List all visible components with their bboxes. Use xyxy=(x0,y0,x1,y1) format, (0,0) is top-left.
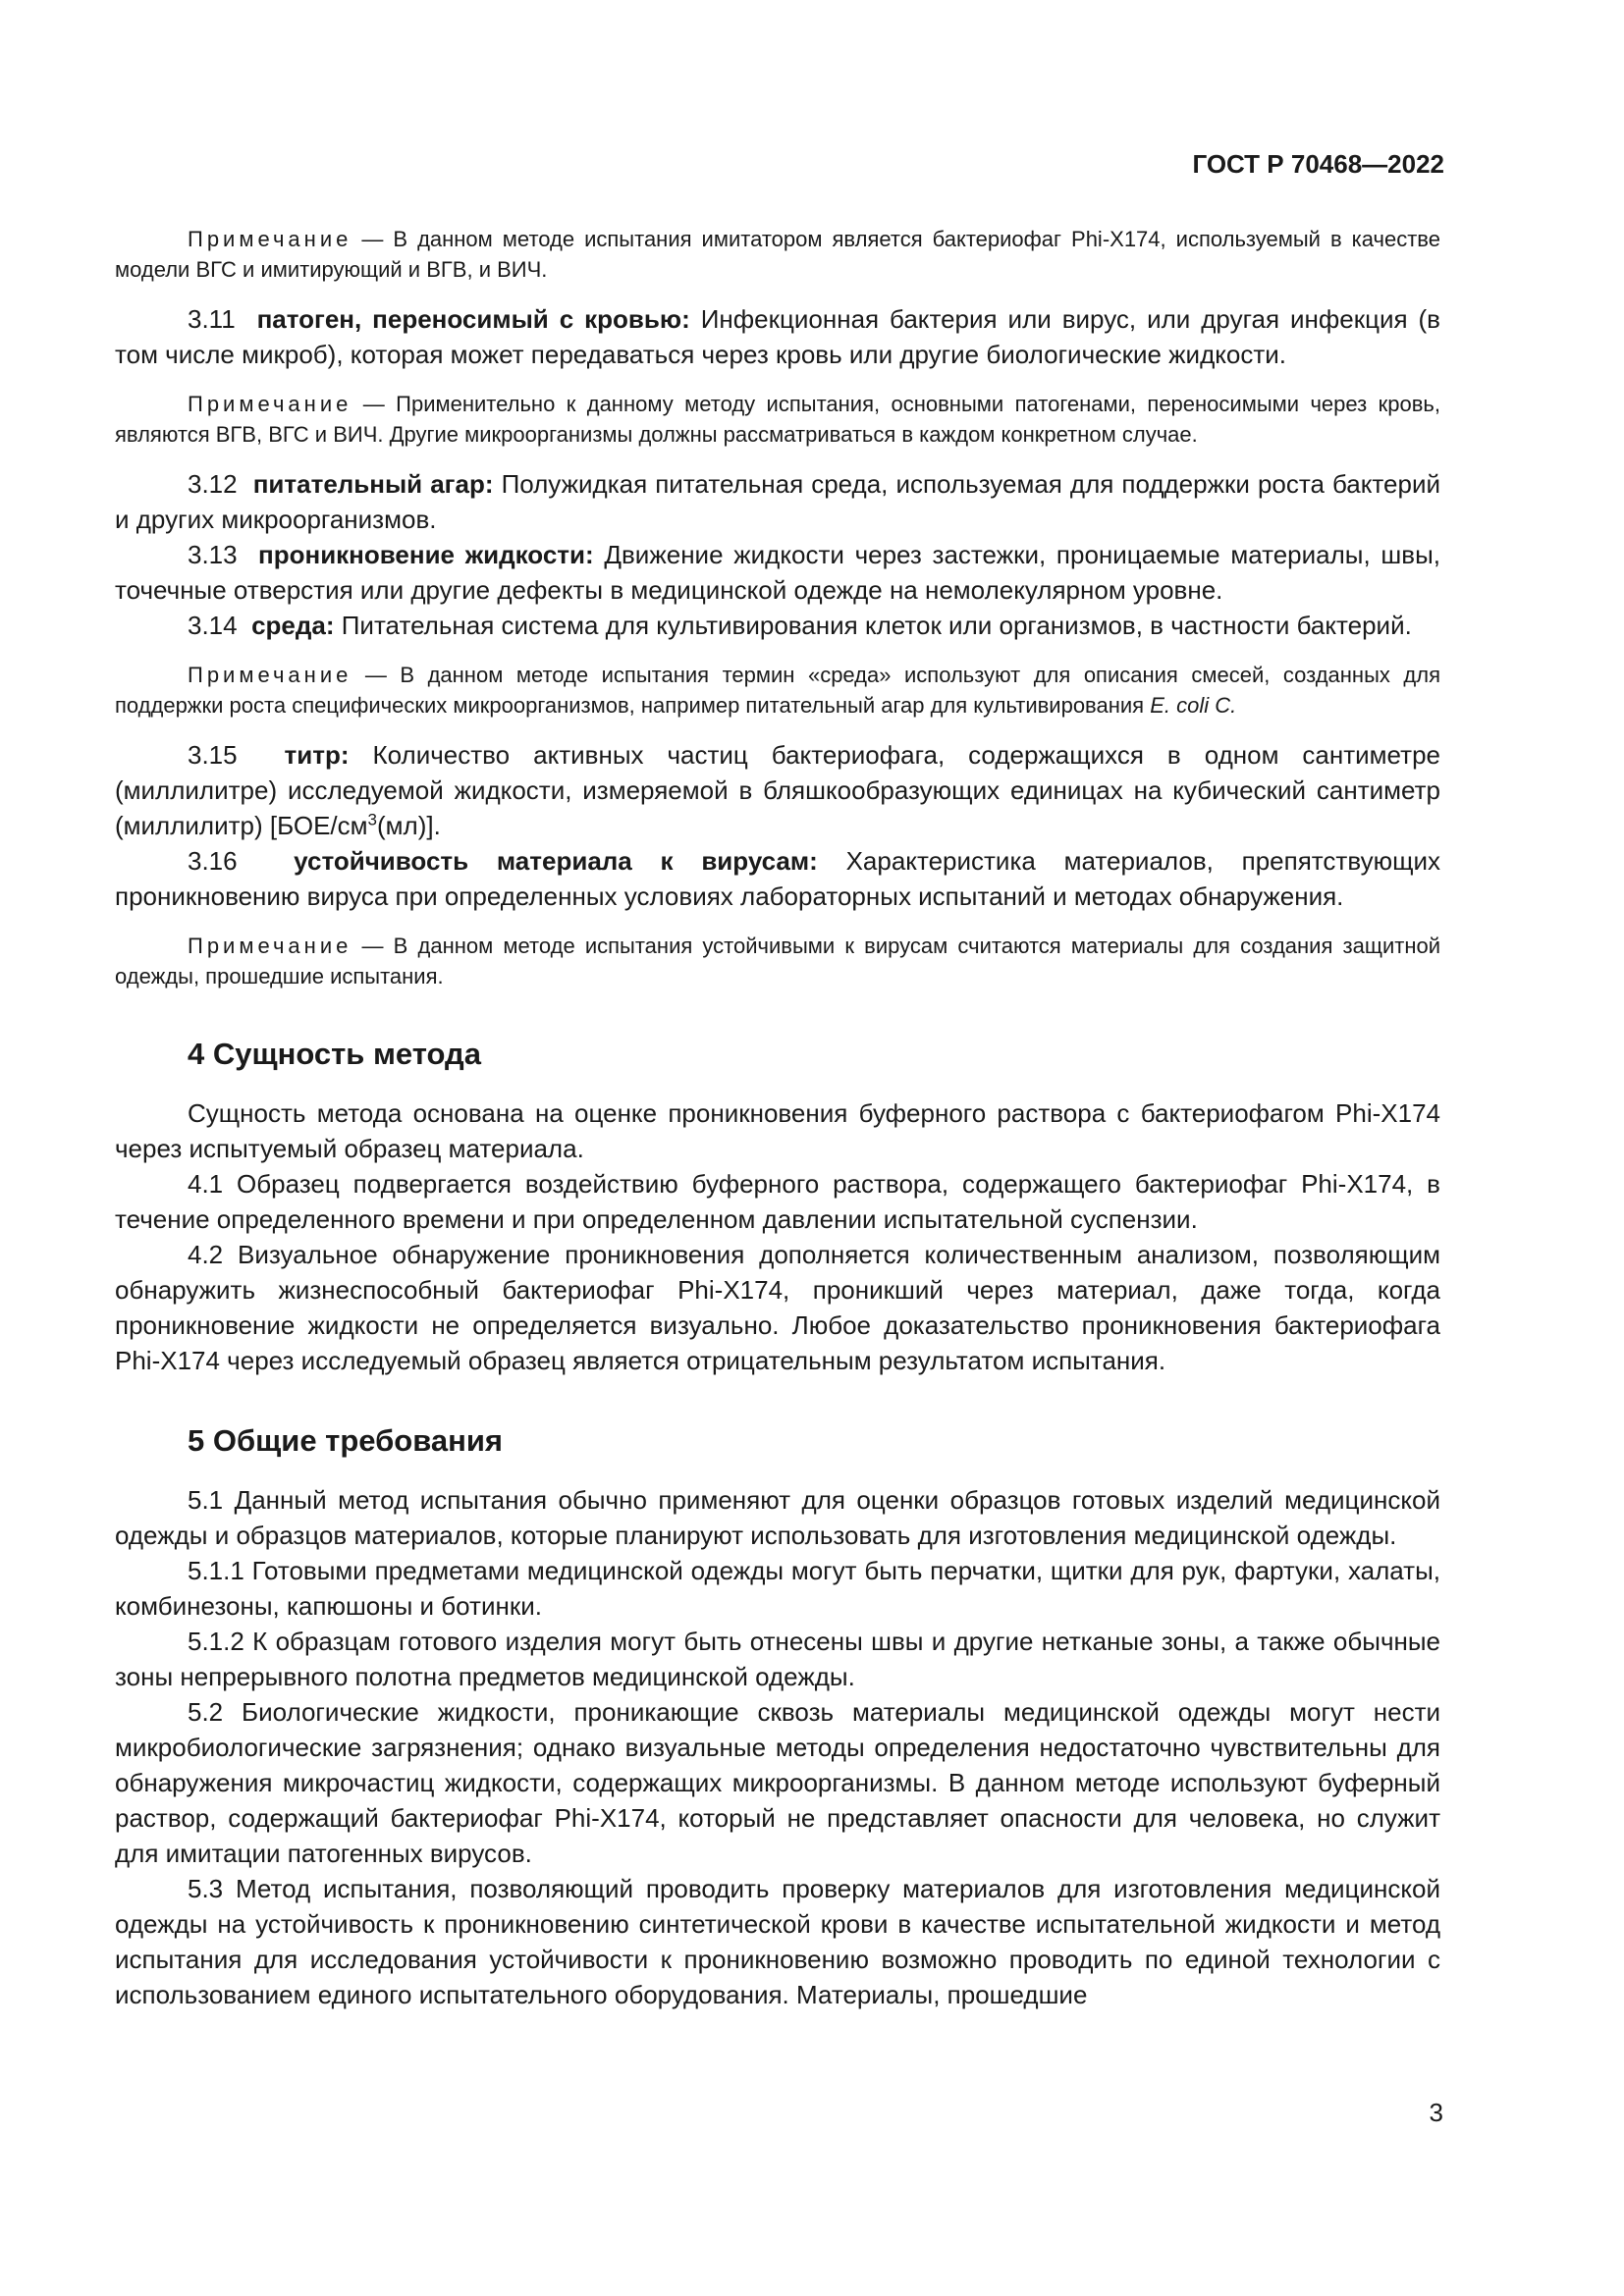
paragraph: 5.1 Данный метод испытания обычно применяют для оценки образцов готовых изделий медицинской одежды и образцов материалов, которые планируют использовать для изготовления медицинской одежды. xyxy=(115,1485,1440,1550)
paragraph: 4.2 Визуальное обнаружение проникновения дополняется количественным анализом, позволяющим обнаружить жизнеспособный бактериофаг Phi-X174, проникший через материал, даже тогда, когда проникновение жидкости не определяется визуально. Любое доказательство проникновения бактериофага Phi-X174 через исследуемый образец является отрицательным результатом испытания. xyxy=(115,1240,1440,1375)
note-label: Примечание xyxy=(188,663,352,687)
paragraph: 5.1.2 К образцам готового изделия могут быть отнесены швы и другие нетканые зоны, а также обычные зоны непрерывного полотна предметов медицинской одежды. xyxy=(115,1627,1440,1691)
paragraph: 5.1.1 Готовыми предметами медицинской одежды могут быть перчатки, щитки для рук, фартуки, халаты, комбинезоны, капюшоны и ботинки. xyxy=(115,1556,1440,1621)
term: титр: xyxy=(284,740,350,770)
note-label: Примечание xyxy=(188,934,352,958)
term: устойчивость материала к вирусам: xyxy=(294,846,818,876)
term: патоген, переносимый с кровью: xyxy=(256,304,690,334)
section-heading-5: 5 Общие требования xyxy=(188,1423,503,1458)
paragraph: Сущность метода основана на оценке проникновения буферного раствора с бактериофагом Phi-X174 через испытуемый образец материала. xyxy=(115,1098,1440,1163)
note-label: Примечание xyxy=(188,392,352,416)
italic-organism: E. coli C. xyxy=(1150,693,1237,718)
note-paragraph: Примечание — Применительно к данному методу испытания, основными патогенами, переносимыми через кровь, являются ВГВ, ВГС и ВИЧ. Другие микроорганизмы должны рассматриваться в каждом конкретном случае. xyxy=(115,392,1440,447)
section-heading-4: 4 Сущность метода xyxy=(188,1037,481,1071)
term: проникновение жидкости: xyxy=(258,540,594,569)
paragraph: 5.3 Метод испытания, позволяющий проводить проверку материалов для изготовления медицинской одежды на устойчивость к проникновению синтетической крови в качестве испытательной жидкости и метод испытания для исследования устойчивости к проникновению возможно проводить по единой технологии с использованием единого испытательного оборудования. Материалы, прошедшие xyxy=(115,1874,1440,2009)
definition-3-11: 3.11 патоген, переносимый с кровью: Инфекционная бактерия или вирус, или другая инфекция (в том числе микроб), которая может передаваться через кровь или другие биологические жидкости. xyxy=(115,304,1440,369)
term: питательный агар: xyxy=(252,469,494,499)
definition-3-14: 3.14 среда: Питательная система для культивирования клеток или организмов, в частности бактерий. xyxy=(188,611,1412,640)
definition-3-13: 3.13 проникновение жидкости: Движение жидкости через застежки, проницаемые материалы, швы, точечные отверстия или другие дефекты в медицинской одежде на немолекулярном уровне. xyxy=(115,540,1440,605)
note-paragraph: Примечание — В данном методе испытания устойчивыми к вирусам считаются материалы для создания защитной одежды, прошедшие испытания. xyxy=(115,934,1440,988)
definition-3-12: 3.12 питательный агар: Полужидкая питательная среда, используемая для поддержки роста бактерий и других микроорганизмов. xyxy=(115,469,1440,534)
term: среда: xyxy=(251,611,335,640)
page-number: 3 xyxy=(1429,2098,1443,2127)
note-paragraph: Примечание — В данном методе испытания термин «среда» используют для описания смесей, созданных для поддержки роста специфических микроорганизмов, например питательный агар для культивирования E. coli C. xyxy=(115,663,1440,718)
document-header: ГОСТ Р 70468—2022 xyxy=(1192,149,1444,179)
definition-3-15: 3.15 титр: Количество активных частиц бактериофага, содержащихся в одном сантиметре (миллилитре) исследуемой жидкости, измеряемой в бляшкообразующих единицах на кубический сантиметр (миллилитр) $[БОЕ/см^3(мл)]$. xyxy=(115,740,1440,840)
definition-3-16: 3.16 устойчивость материала к вирусам: Характеристика материалов, препятствующих проникновению вируса при определенных условиях лабораторных испытаний и методах обнаружения. xyxy=(115,846,1440,911)
document-body xyxy=(115,224,1440,2012)
note-label: Примечание xyxy=(188,227,352,251)
paragraph: 5.2 Биологические жидкости, проникающие сквозь материалы медицинской одежды могут нести микробиологические загрязнения; однако визуальные методы определения недостаточно чувствительны для обнаружения микрочастиц жидкости, содержащих микроорганизмы. В данном методе используют буферный раствор, содержащий бактериофаг Phi-X174, который не представляет опасности для человека, но служит для имитации патогенных вирусов. xyxy=(115,1697,1440,1868)
note-paragraph: Примечание — В данном методе испытания имитатором является бактериофаг Phi-X174, используемый в качестве модели ВГС и имитирующий и ВГВ, и ВИЧ. xyxy=(115,227,1440,282)
paragraph: 4.1 Образец подвергается воздействию буферного раствора, содержащего бактериофаг Phi-X174, в течение определенного времени и при определенном давлении испытательной суспензии. xyxy=(115,1169,1440,1234)
